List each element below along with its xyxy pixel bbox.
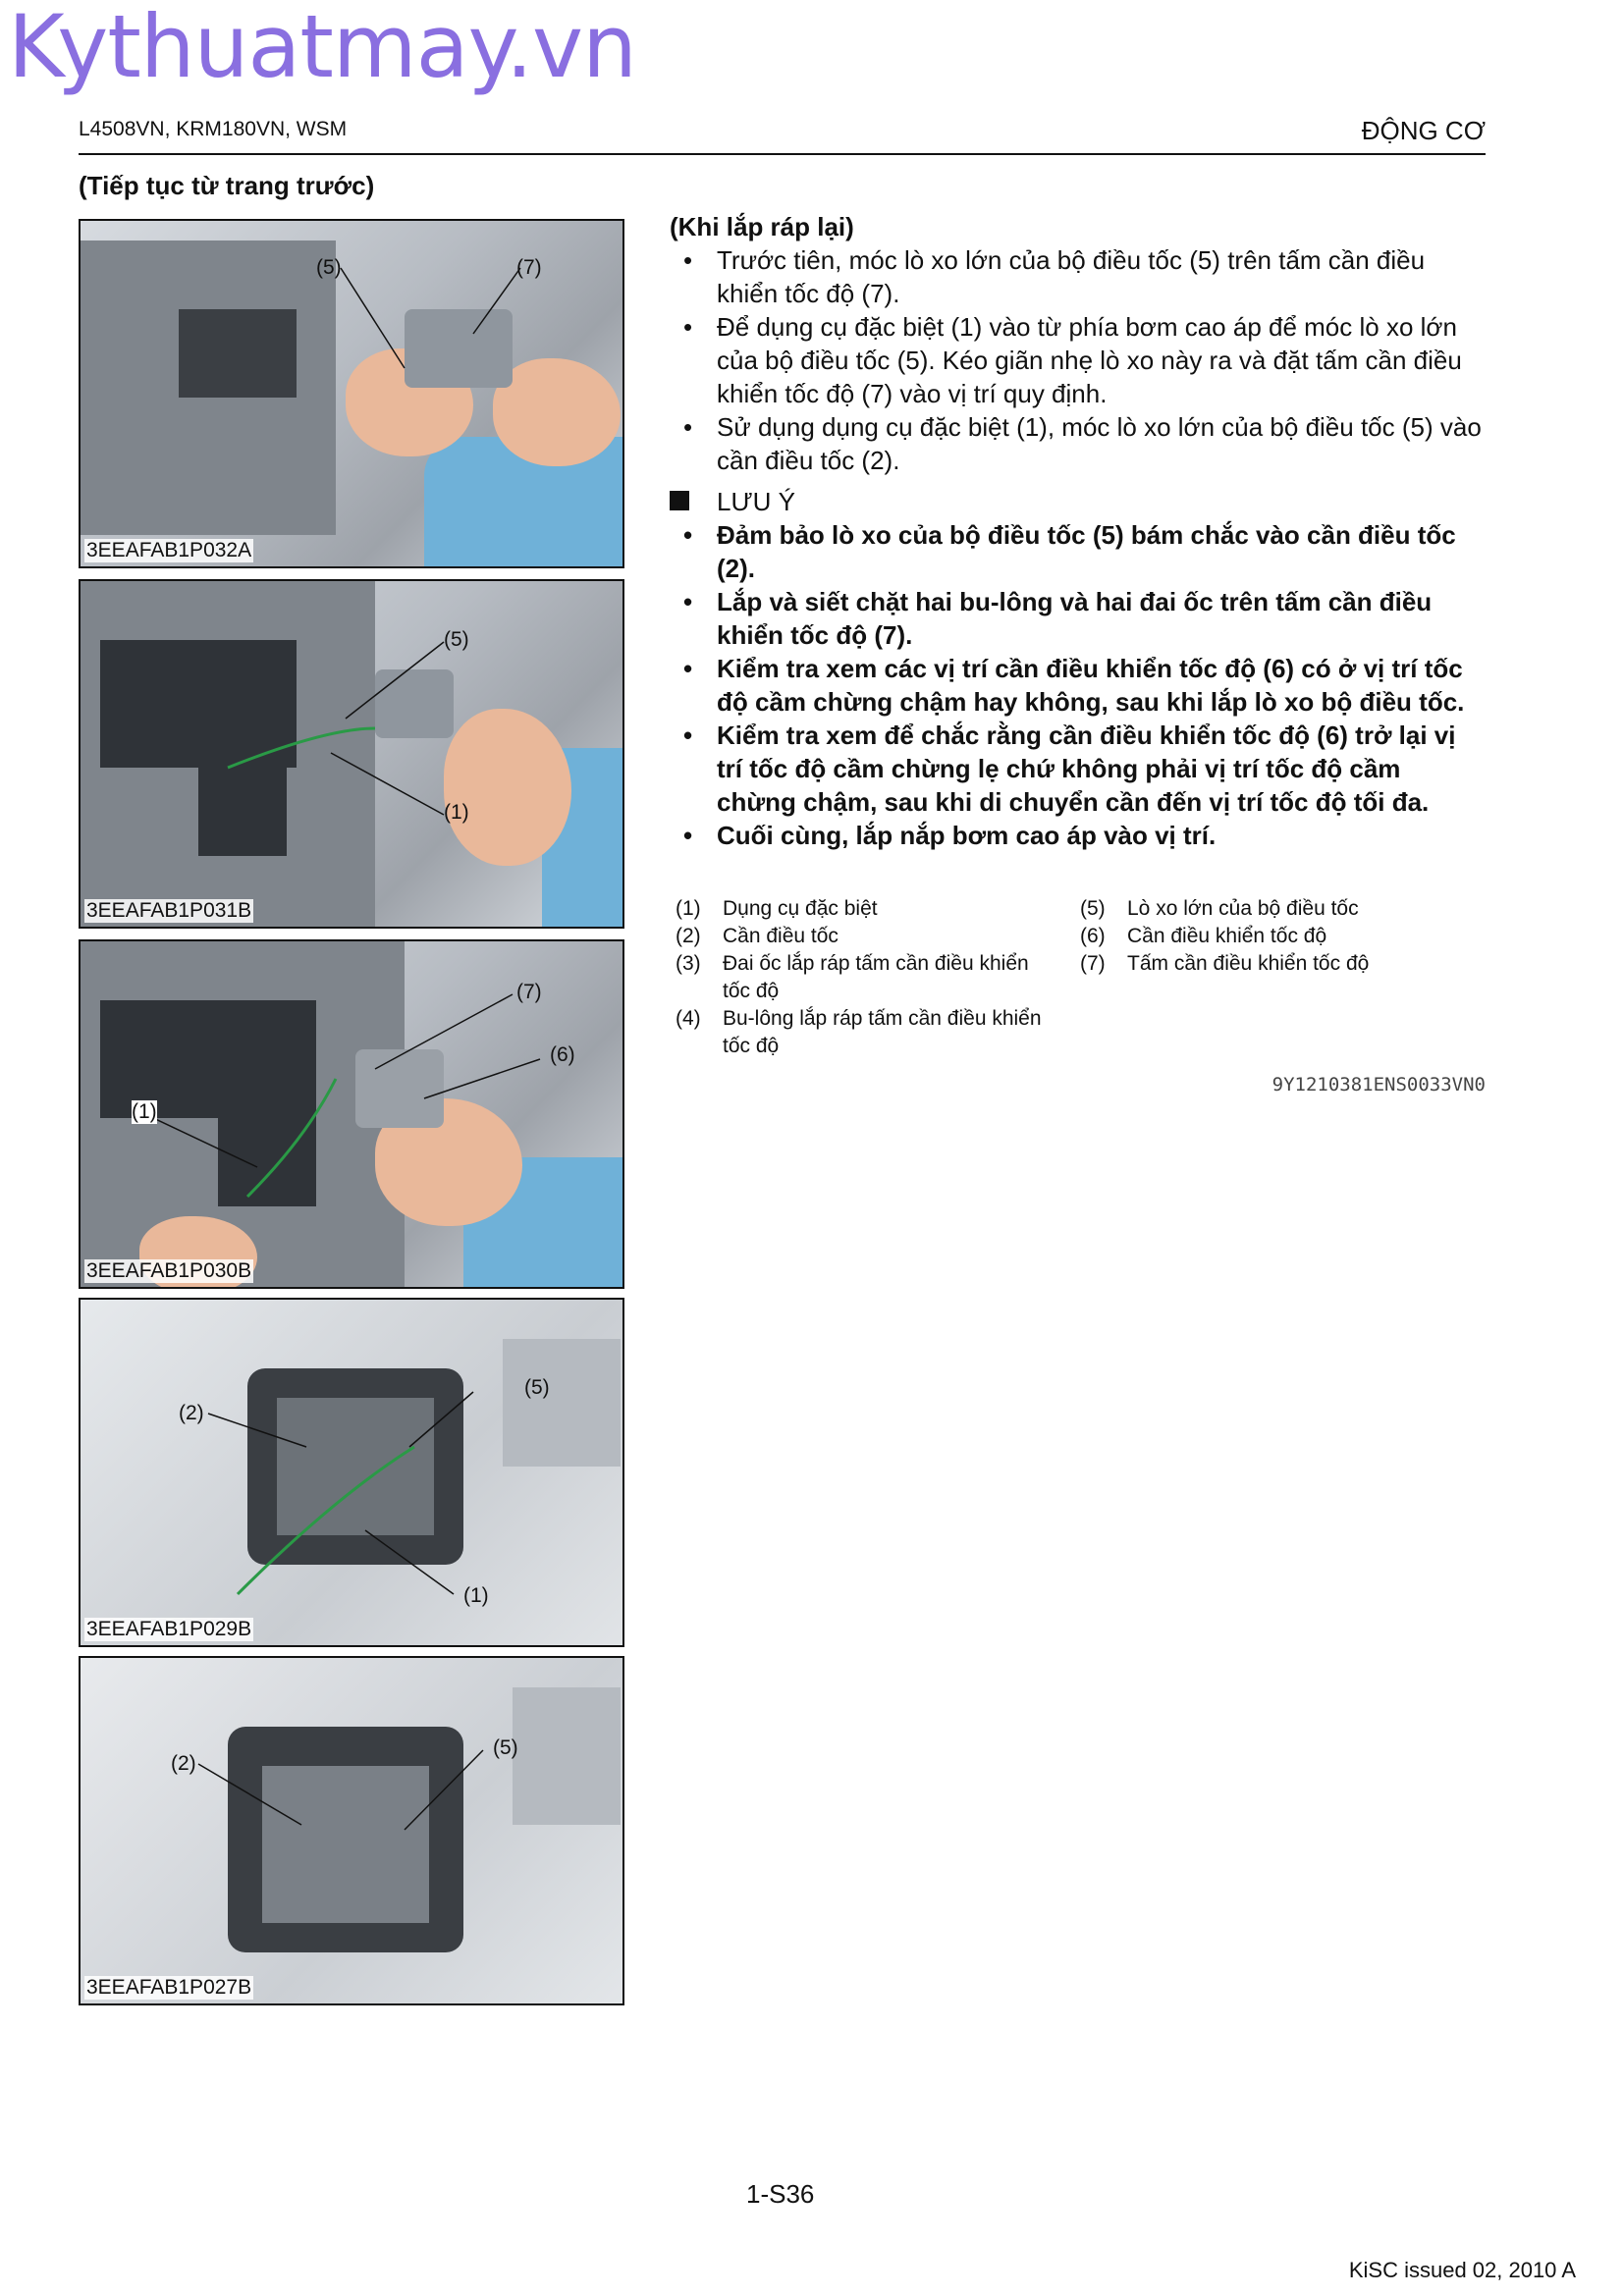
legend-text: Dụng cụ đặc biệt [723, 897, 878, 920]
legend-num: (4) [676, 1007, 701, 1030]
photo-1 [79, 219, 624, 568]
legend-row [676, 895, 1058, 923]
photo-4 [79, 1298, 624, 1647]
legend-num: (1) [676, 897, 701, 920]
legend-row [1080, 923, 1473, 950]
legend-row [1080, 950, 1473, 978]
photo-5 [79, 1656, 624, 2005]
callout: (5) [524, 1376, 550, 1399]
page-number: 1-S36 [746, 2179, 815, 2209]
callout: (2) [171, 1752, 196, 1775]
callout: (7) [516, 981, 542, 1003]
photo-code: 3EEAFAB1P030B [86, 1259, 252, 1282]
legend-num: (2) [676, 925, 701, 947]
photo-4-leader-lines [81, 1300, 622, 1645]
legend-row [676, 950, 1058, 1005]
watermark: Kythuatmay.vn [8, 0, 636, 97]
note-item: • Kiểm tra xem các vị trí cần điều khiển tốc độ (6) có ở vị trí tốc độ cầm chừng chậm hay không, sau khi lắp lò xo bộ điều tốc. [670, 652, 1485, 719]
issued-label: KiSC issued 02, 2010 A [1348, 2258, 1576, 2282]
legend-row [676, 1005, 1058, 1060]
callout: (6) [550, 1043, 575, 1066]
legend-text: Cần điều tốc [723, 925, 839, 947]
callout: (1) [463, 1584, 489, 1607]
note-item: • Lắp và siết chặt hai bu-lông và hai đai ốc trên tấm cần điều khiển tốc độ (7). [670, 585, 1485, 652]
legend-row [676, 923, 1058, 950]
callout: (2) [179, 1402, 204, 1424]
reassembly-item: • Để dụng cụ đặc biệt (1) vào từ phía bơm cao áp để móc lò xo lớn của bộ điều tốc (5). Kéo giãn nhẹ lò xo này ra và đặt tấm cần điều khiển tốc độ (7) vào vị trí quy định. [670, 310, 1485, 410]
callout: (5) [493, 1736, 518, 1759]
photo-5-leader-lines [81, 1658, 622, 2003]
header-section: ĐỘNG CƠ [1361, 116, 1486, 145]
note-heading [670, 485, 1485, 518]
photo-2-leader-lines [81, 581, 622, 927]
legend-num: (6) [1080, 925, 1106, 947]
reassembly-item: • Sử dụng dụng cụ đặc biệt (1), móc lò xo lớn của bộ điều tốc (5) vào cần điều tốc (2). [670, 410, 1485, 477]
note-item: • Kiểm tra xem để chắc rằng cần điều khiển tốc độ (6) trở lại vị trí tốc độ cầm chừng lẹ chứ không phải vị trí tốc độ cầm chừng chậm, sau khi di chuyển cần đến vị trí tốc độ tối đa. [670, 719, 1485, 819]
legend-left-column [676, 895, 1058, 1060]
note-list [670, 518, 1485, 852]
legend-right-column [1080, 895, 1473, 978]
legend-text: Đai ốc lắp ráp tấm cần điều khiển tốc độ [723, 952, 1029, 1002]
reassembly-item: • Trước tiên, móc lò xo lớn của bộ điều tốc (5) trên tấm cần điều khiển tốc độ (7). [670, 243, 1485, 310]
header-rule [79, 153, 1486, 155]
photo-code: 3EEAFAB1P029B [86, 1618, 252, 1640]
legend-text: Cần điều khiển tốc độ [1127, 925, 1327, 947]
header-model: L4508VN, KRM180VN, WSM [79, 118, 348, 140]
callout: (1) [444, 801, 469, 824]
legend-text: Bu-lông lắp ráp tấm cần điều khiển tốc độ [723, 1007, 1042, 1057]
note-title: LƯU Ý [717, 487, 796, 516]
reassembly-title: (Khi lắp ráp lại) [670, 212, 854, 241]
note-item: • Đảm bảo lò xo của bộ điều tốc (5) bám chắc vào cần điều tốc (2). [670, 518, 1485, 585]
photo-code: 3EEAFAB1P032A [86, 539, 252, 561]
legend-num: (5) [1080, 897, 1106, 920]
reassembly-list [670, 243, 1485, 477]
legend-text: Lò xo lớn của bộ điều tốc [1127, 897, 1359, 920]
continued-label: (Tiếp tục từ trang trước) [79, 171, 375, 200]
callout: (5) [316, 256, 342, 279]
photo-code: 3EEAFAB1P027B [86, 1976, 252, 1999]
legend-text: Tấm cần điều khiển tốc độ [1127, 952, 1370, 975]
square-bullet-icon [670, 491, 689, 510]
document-code: 9Y1210381ENS0033VN0 [1271, 1074, 1486, 1095]
callout: (7) [516, 256, 542, 279]
legend-row [1080, 895, 1473, 923]
photo-2 [79, 579, 624, 929]
callout: (1) [132, 1100, 157, 1123]
photo-3 [79, 939, 624, 1289]
legend-num: (7) [1080, 952, 1106, 975]
legend-num: (3) [676, 952, 701, 975]
note-item: • Cuối cùng, lắp nắp bơm cao áp vào vị trí. [670, 819, 1485, 852]
callout: (5) [444, 628, 469, 651]
photo-code: 3EEAFAB1P031B [86, 899, 252, 922]
instructions [670, 210, 1485, 852]
